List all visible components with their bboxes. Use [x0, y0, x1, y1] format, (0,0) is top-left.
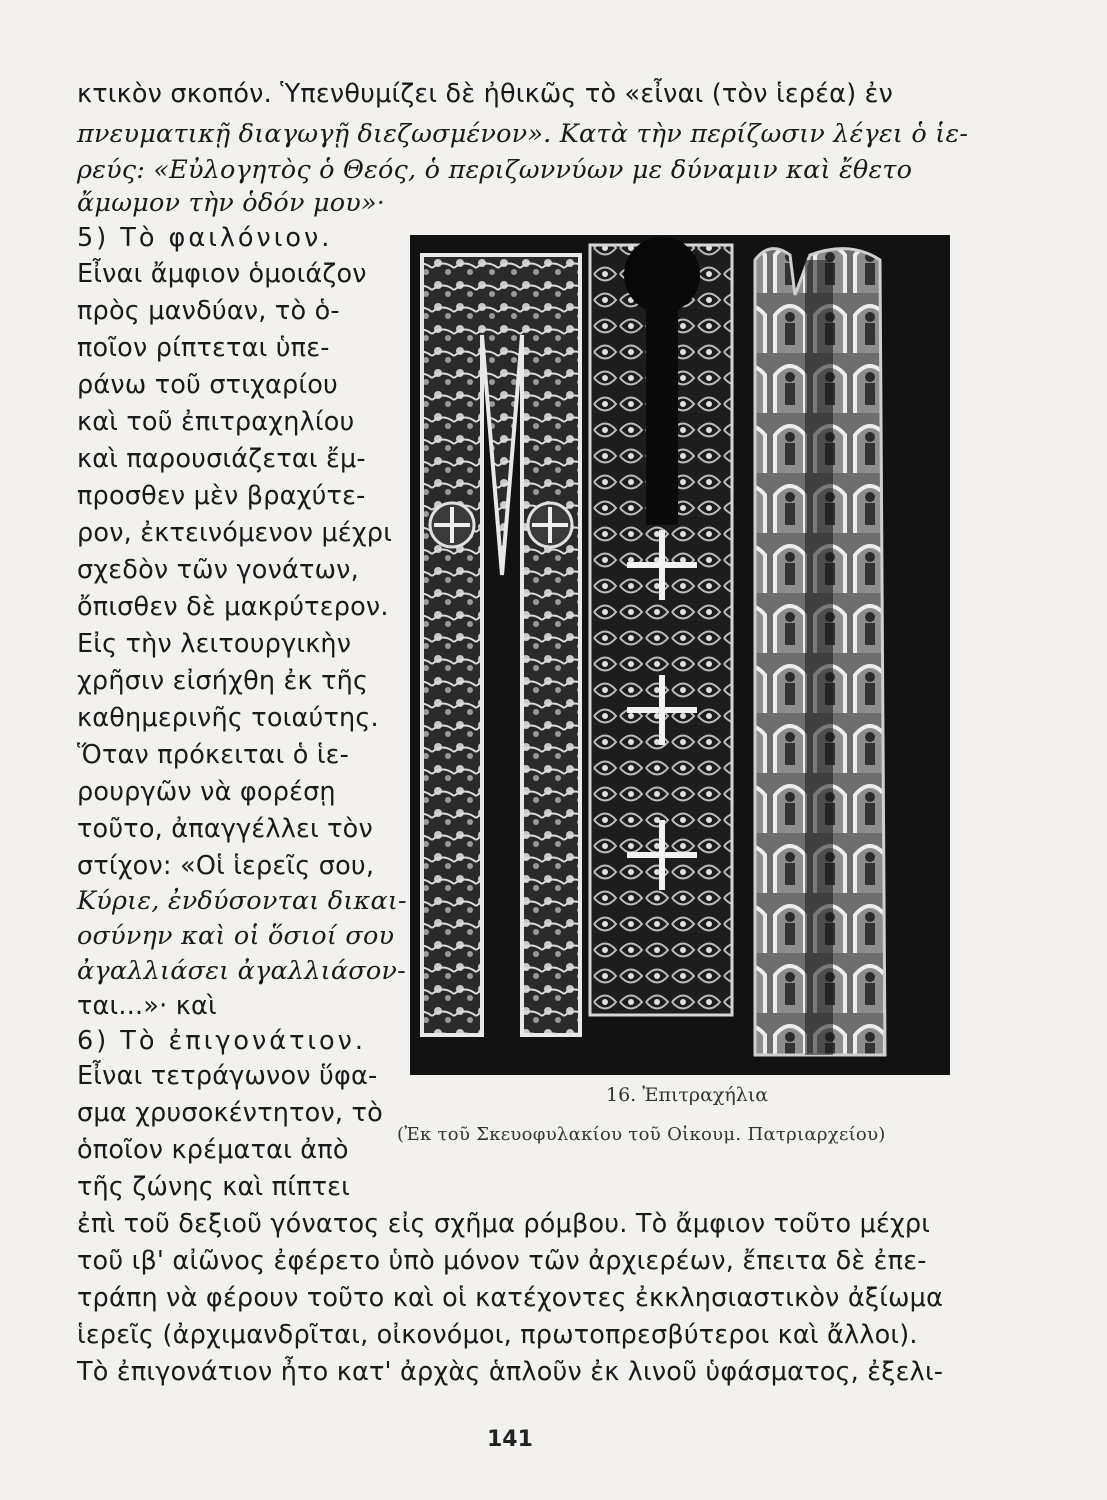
body-line: καὶ τοῦ ἐπιτραχηλίου — [77, 407, 355, 437]
body-line: ρον, ἐκτεινόμενον μέχρι — [77, 518, 393, 548]
epitrachelia-illustration — [410, 235, 950, 1075]
body-line: κτικὸν σκοπόν. Ὑπενθυμίζει δὲ ἠθικῶς τὸ «εἶναι (τὸν ἱερέα) ἐν — [77, 79, 894, 109]
body-line: οσύνην καὶ οἱ ὅσιοί σου — [77, 921, 395, 951]
body-line: στίχον: «Οἱ ἱερεῖς σου, — [77, 851, 375, 881]
body-line: Κύριε, ἐνδύσονται δικαι- — [77, 886, 407, 916]
section-heading-phailonion: 5) Τὸ φαιλόνιον. — [77, 223, 333, 253]
body-line: Τὸ ἐπιγονάτιον ἦτο κατ' ἀρχὰς ἁπλοῦν ἐκ λινοῦ ὑφάσματος, ἐξελι- — [77, 1357, 944, 1387]
body-line: Εἶναι ἄμφιον ὁμοιάζον — [77, 259, 367, 289]
body-line: προσθεν μὲν βραχύτε- — [77, 481, 366, 511]
body-line: ται...»· καὶ — [77, 991, 217, 1021]
body-line: πρὸς μανδύαν, τὸ ὁ- — [77, 296, 340, 326]
body-line: καθημερινῆς τοιαύτης. — [77, 703, 379, 733]
body-line: ἱερεῖς (ἀρχιμανδρῖται, οἰκονόμοι, πρωτοπρεσβύτεροι καὶ ἄλλοι). — [77, 1320, 918, 1350]
body-line: πνευματικῇ διαγωγῇ διεζωσμένον». Κατὰ τὴν περίζωσιν λέγει ὁ ἱε- — [77, 119, 969, 149]
epitrachelia-photo — [410, 235, 950, 1075]
body-line: ποῖον ρίπτεται ὑπε- — [77, 333, 330, 363]
body-line: ἀγαλλιάσει ἀγαλλιάσον- — [77, 956, 406, 986]
body-line: ἐπὶ τοῦ δεξιοῦ γόνατος εἰς σχῆμα ρόμβου. Τὸ ἄμφιον τοῦτο μέχρι — [77, 1209, 931, 1239]
body-line: ρουργῶν νὰ φορέσῃ — [77, 777, 336, 807]
body-line: σχεδὸν τῶν γονάτων, — [77, 555, 359, 585]
body-line: τῆς ζώνης καὶ πίπτει — [77, 1172, 350, 1202]
body-line: χρῆσιν εἰσήχθη ἐκ τῆς — [77, 666, 369, 696]
section-heading-epigonation: 6) Τὸ ἐπιγονάτιον. — [77, 1026, 367, 1056]
body-line: καὶ παρουσιάζεται ἔμ- — [77, 444, 366, 474]
body-line: ὄπισθεν δὲ μακρύτερον. — [77, 592, 389, 622]
body-line: Ὅταν πρόκειται ὁ ἱε- — [77, 740, 350, 770]
body-line: τοῦτο, ἀπαγγέλλει τὸν — [77, 814, 373, 844]
body-line: τράπη νὰ φέρουν τοῦτο καὶ οἱ κατέχοντες ἐκκλησιαστικὸν ἀξίωμα — [77, 1283, 944, 1313]
body-line: σμα χρυσοκέντητον, τὸ — [77, 1098, 383, 1128]
body-line: τοῦ ιβ' αἰῶνος ἐφέρετο ὑπὸ μόνον τῶν ἀρχιερέων, ἔπειτα δὲ ἐπε- — [77, 1246, 927, 1276]
body-line: ράνω τοῦ στιχαρίου — [77, 370, 338, 400]
figure-caption-source: (Ἐκ τοῦ Σκευοφυλακίου τοῦ Οἰκουμ. Πατριαρχείου) — [397, 1124, 886, 1145]
body-line: ρεύς: «Εὐλογητὸς ὁ Θεός, ὁ περιζωννύων με δύναμιν καὶ ἔθετο — [77, 155, 913, 185]
page-number: 141 — [487, 1427, 533, 1452]
body-line: ἄμωμον τὴν ὁδόν μου»· — [77, 188, 386, 218]
figure-caption-number: 16. Ἐπιτραχήλια — [606, 1084, 769, 1106]
body-line: ὁποῖον κρέμαται ἀπὸ — [77, 1135, 349, 1165]
body-line: Εἶναι τετράγωνον ὕφα- — [77, 1061, 378, 1091]
body-line: Εἰς τὴν λειτουργικὴν — [77, 629, 352, 659]
